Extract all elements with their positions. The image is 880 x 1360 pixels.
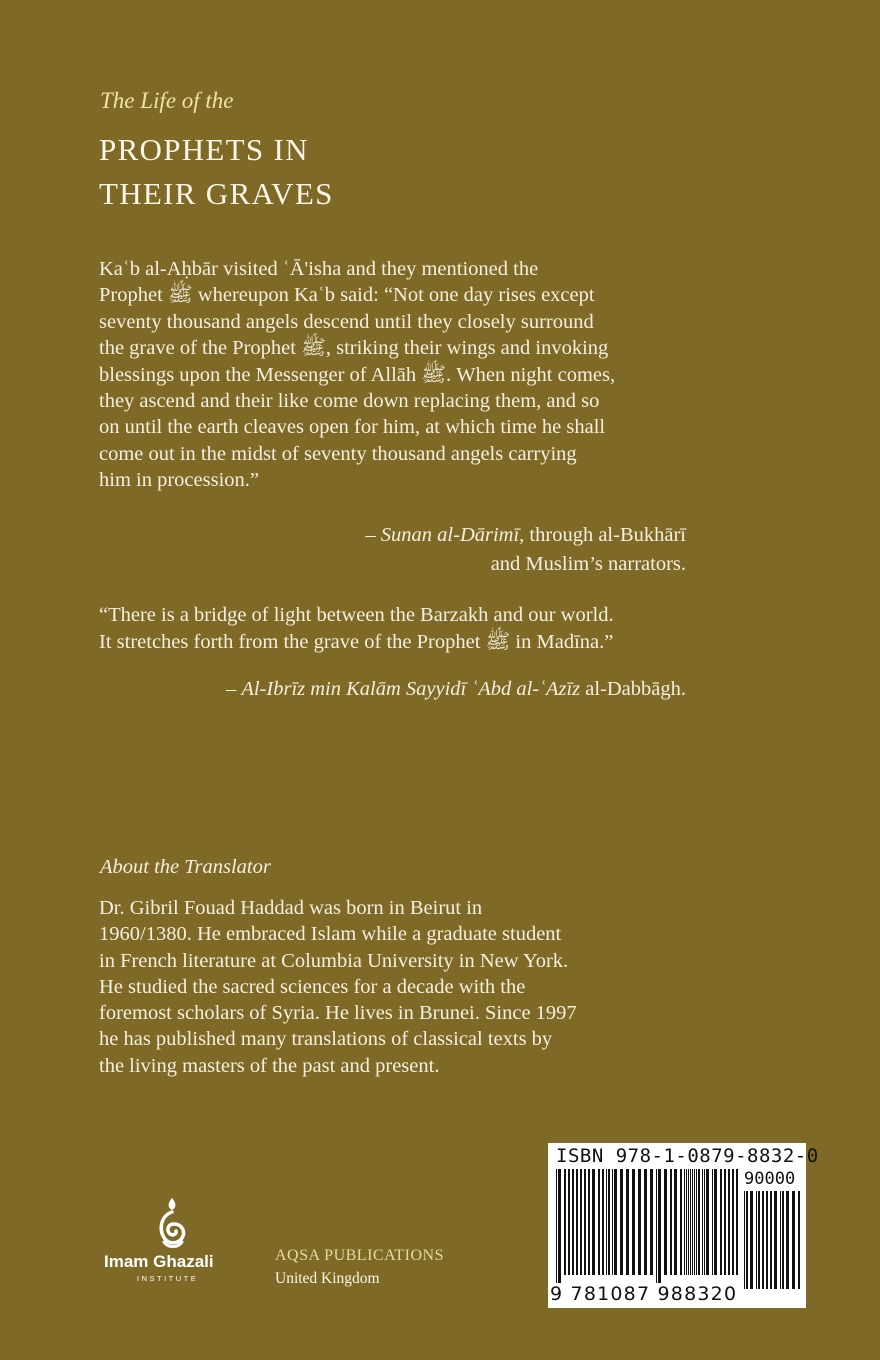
barcode-bar <box>758 1191 760 1289</box>
attribution-line2: and Muslim’s narrators. <box>490 553 686 575</box>
barcode-bar <box>714 1169 717 1275</box>
cover-title-line: PROPHETS IN <box>99 132 309 167</box>
barcode-bar <box>606 1169 607 1275</box>
cover-title <box>99 128 334 216</box>
barcode-bar <box>664 1169 667 1275</box>
bio-line: the living masters of the past and present. <box>99 1054 440 1077</box>
quote-line: on until the earth cleaves open for him, at which time he shall <box>99 416 606 439</box>
barcode-bar <box>774 1191 777 1289</box>
quote-line: “There is a bridge of light between the Barzakh and our world. <box>99 604 614 626</box>
barcode-bar <box>724 1169 726 1275</box>
barcode-bar <box>602 1169 604 1275</box>
bio-line: 1960/1380. He embraced Islam while a graduate student <box>99 923 562 946</box>
imam-ghazali-logo-icon <box>150 1196 194 1255</box>
barcode-bar <box>588 1169 590 1275</box>
barcode-bar <box>770 1191 772 1289</box>
bio-line: foremost scholars of Syria. He lives in Brunei. Since 1997 <box>99 1002 577 1025</box>
quote-line: It stretches forth from the grave of the Prophet ﷺ in Madīna.” <box>99 631 614 653</box>
barcode-bar <box>698 1169 700 1275</box>
quote-line: him in procession.” <box>99 469 259 492</box>
barcode-bar <box>736 1169 738 1275</box>
bio-line: Dr. Gibril Fouad Haddad was born in Beirut in <box>99 897 483 919</box>
quote-line: they ascend and their like come down replacing them, and so <box>99 390 600 413</box>
bio-line: He studied the sacred sciences for a decade with the <box>99 975 526 998</box>
cover-title-line: THEIR GRAVES <box>99 176 334 211</box>
barcode-bar <box>608 1169 610 1275</box>
barcode-bar <box>684 1169 685 1275</box>
isbn-label: ISBN 978-1-0879-8832-0 <box>556 1145 819 1167</box>
barcode-bar <box>702 1169 703 1275</box>
translator-bio <box>99 895 577 1079</box>
attribution-dash: – <box>225 678 242 700</box>
barcode-bar <box>670 1169 672 1275</box>
barcode-bar <box>780 1191 781 1289</box>
cover-subtitle: The Life of the <box>100 88 234 113</box>
barcode-bar <box>792 1191 795 1289</box>
attribution-source: Al-Ibrīz min Kalām Sayyidī ʿAbd al-ʿAzīz <box>241 678 581 700</box>
quote-attribution <box>365 521 686 579</box>
barcode-bar <box>762 1191 764 1289</box>
barcode-bar <box>756 1191 757 1289</box>
quote-line: Kaʿb al-Aḥbār visited ʿĀ'isha and they mentioned the <box>99 258 539 280</box>
barcode-bar <box>638 1169 641 1275</box>
barcode-bar <box>746 1191 748 1289</box>
barcode-bar <box>782 1191 784 1289</box>
ghazali-name: Imam Ghazali <box>104 1252 214 1271</box>
barcode-bar <box>744 1191 745 1289</box>
barcode-bar <box>656 1169 657 1283</box>
quote-line: seventy thousand angels descend until they closely surround <box>99 310 594 333</box>
quote-bridge-of-light <box>99 602 614 656</box>
barcode-bar <box>632 1169 635 1275</box>
quote-line: Prophet ﷺ whereupon Kaʿb said: “Not one day rises except <box>99 284 595 307</box>
barcode-bar <box>556 1169 557 1283</box>
barcode-bar <box>750 1191 753 1289</box>
ean-digits: 9 781087 988320 <box>550 1283 738 1305</box>
attribution-rest: , through al-Bukhārī <box>519 524 686 546</box>
barcode-bar <box>704 1169 705 1275</box>
barcode-bar <box>690 1169 691 1275</box>
barcode-bar <box>568 1169 570 1275</box>
barcode-bar <box>732 1169 734 1275</box>
price-barcode-bars <box>744 1191 800 1297</box>
barcode-bar <box>694 1169 695 1275</box>
barcode-bar <box>692 1169 693 1275</box>
attribution-dash: – <box>365 524 381 546</box>
barcode-bar <box>720 1169 722 1275</box>
ean-barcode-bars <box>556 1169 738 1283</box>
bio-line: he has published many translations of classical texts by <box>99 1028 553 1051</box>
barcode-bar <box>612 1169 613 1275</box>
barcode-bar <box>614 1169 617 1275</box>
barcode-bar <box>626 1169 629 1275</box>
barcode-bar <box>580 1169 582 1275</box>
quote-attribution <box>226 678 686 701</box>
aqsa-location: United Kingdom <box>275 1270 380 1287</box>
barcode-bar <box>674 1169 677 1275</box>
barcode-bar <box>696 1169 697 1275</box>
barcode-bar <box>598 1169 600 1275</box>
barcode-bar <box>620 1169 623 1275</box>
barcode-bar <box>572 1169 574 1275</box>
attribution-rest: al-Dabbāgh. <box>580 678 686 700</box>
barcode-bar <box>644 1169 647 1275</box>
price-code: 90000 <box>744 1169 796 1189</box>
quote-line: come out in the midst of seventy thousand angels carrying <box>99 442 577 465</box>
barcode-bar <box>688 1169 689 1275</box>
barcode-bar <box>592 1169 595 1275</box>
barcode-bar <box>686 1169 687 1275</box>
quote-kab-al-ahbar <box>99 256 699 494</box>
translator-heading: About the Translator <box>100 856 271 878</box>
bio-line: in French literature at Columbia University in New York. <box>99 949 569 972</box>
barcode-bar <box>650 1169 653 1275</box>
barcode-bar <box>798 1191 800 1289</box>
quote-line: the grave of the Prophet ﷺ, striking their wings and invoking <box>99 337 609 360</box>
aqsa-publications: AQSA PUBLICATIONS <box>275 1247 444 1264</box>
barcode-bar <box>680 1169 682 1275</box>
barcode-bar <box>658 1169 661 1283</box>
isbn-barcode <box>548 1143 819 1308</box>
barcode-bar <box>584 1169 586 1275</box>
quote-line: blessings upon the Messenger of Allāh ﷺ. When night comes, <box>99 363 616 386</box>
ghazali-subtitle: INSTITUTE <box>137 1274 199 1283</box>
barcode-bar <box>706 1169 709 1275</box>
attribution-source: Sunan al-Dārimī <box>380 524 520 546</box>
barcode-bar <box>576 1169 578 1275</box>
barcode-bar <box>564 1169 566 1275</box>
barcode-bar <box>558 1169 561 1283</box>
barcode-bar <box>712 1169 713 1275</box>
barcode-bar <box>786 1191 789 1289</box>
barcode-bar <box>766 1191 768 1289</box>
barcode-bar <box>728 1169 730 1275</box>
